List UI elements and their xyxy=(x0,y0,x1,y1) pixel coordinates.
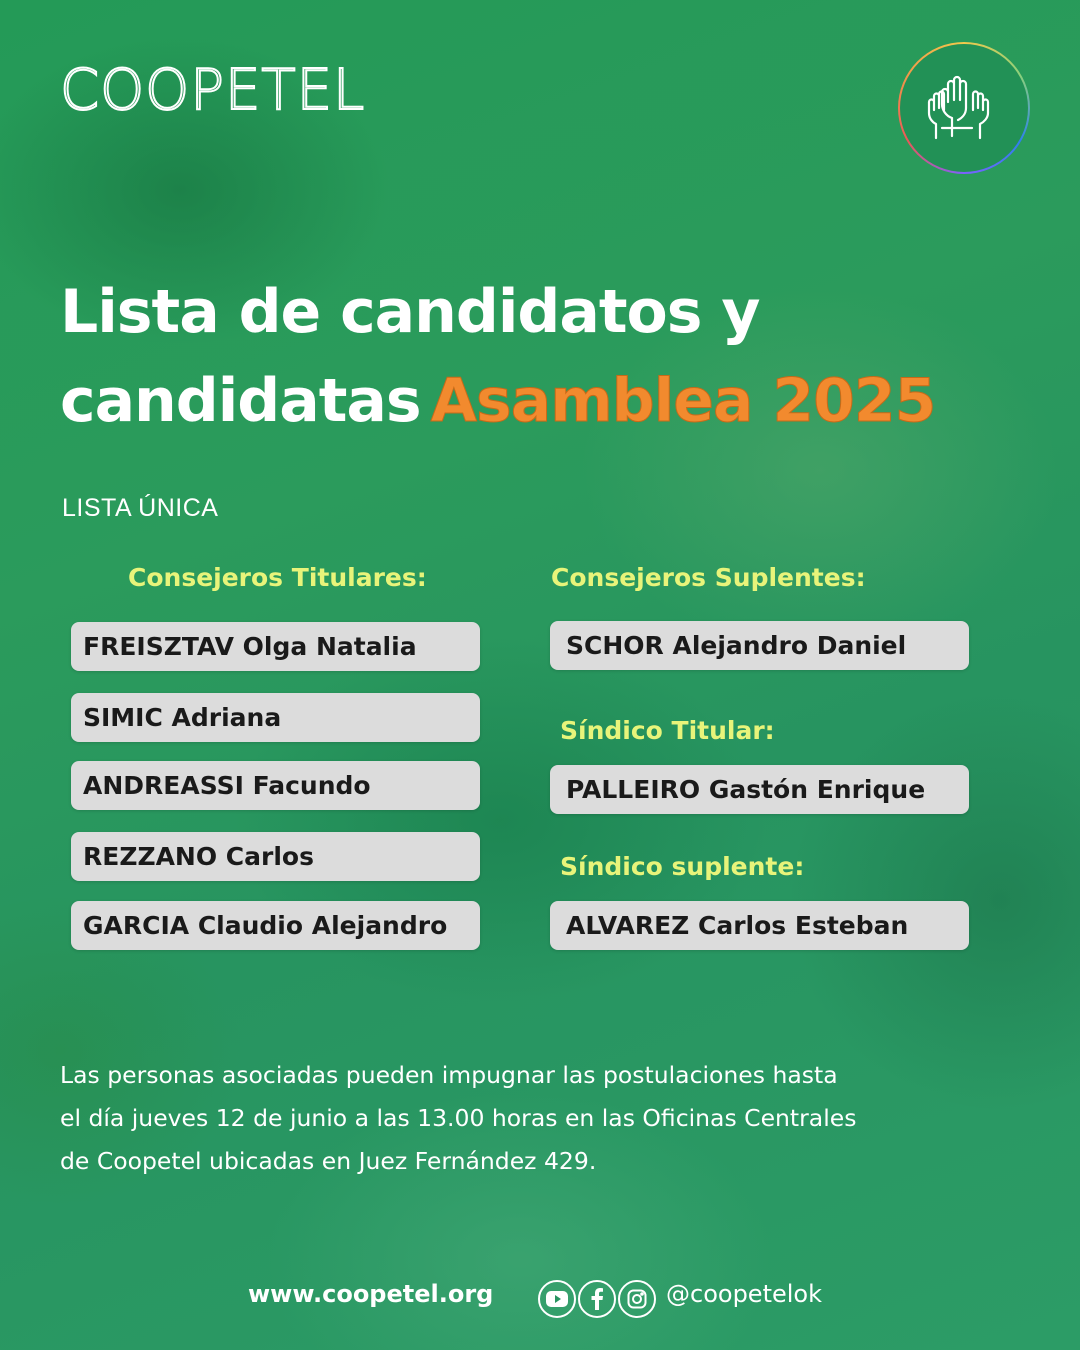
social-icons xyxy=(538,1280,656,1318)
candidate-chip: ALVAREZ Carlos Esteban xyxy=(550,901,969,950)
headline xyxy=(60,268,935,446)
youtube-icon[interactable] xyxy=(538,1280,576,1318)
candidate-chip: SIMIC Adriana xyxy=(71,693,480,742)
sindico-suplente-heading: Síndico suplente: xyxy=(560,852,805,881)
candidate-chip: ANDREASSI Facundo xyxy=(71,761,480,810)
headline-line1: Lista de candidatos y xyxy=(60,277,760,347)
note-line: Las personas asociadas pueden impugnar las postulaciones hasta xyxy=(60,1061,838,1089)
impugnation-note xyxy=(60,1054,960,1183)
note-line: de Coopetel ubicadas en Juez Fernández 429. xyxy=(60,1147,597,1175)
candidate-chip: SCHOR Alejandro Daniel xyxy=(550,621,969,670)
list-title: LISTA ÚNICA xyxy=(62,494,219,522)
candidate-chip: PALLEIRO Gastón Enrique xyxy=(550,765,969,814)
coopetel-logo: COOPETEL xyxy=(60,58,366,123)
note-line: el día jueves 12 de junio a las 13.00 horas en las Oficinas Centrales xyxy=(60,1104,857,1132)
website-link[interactable]: www.coopetel.org xyxy=(248,1280,494,1308)
headline-line2 xyxy=(60,357,935,446)
raised-hands-icon xyxy=(922,66,1006,150)
facebook-icon[interactable] xyxy=(578,1280,616,1318)
candidate-chip: FREISZTAV Olga Natalia xyxy=(71,622,480,671)
raised-hands-badge xyxy=(898,42,1030,174)
headline-accent: Asamblea 2025 xyxy=(430,366,936,436)
candidate-chip: REZZANO Carlos xyxy=(71,832,480,881)
consejeros-titulares-heading: Consejeros Titulares: xyxy=(128,563,427,592)
social-handle[interactable]: @coopetelok xyxy=(666,1280,822,1308)
candidate-chip: GARCIA Claudio Alejandro xyxy=(71,901,480,950)
consejeros-suplentes-heading: Consejeros Suplentes: xyxy=(551,563,866,592)
headline-line2-text: candidatas xyxy=(60,366,421,436)
sindico-titular-heading: Síndico Titular: xyxy=(560,716,775,745)
instagram-icon[interactable] xyxy=(618,1280,656,1318)
